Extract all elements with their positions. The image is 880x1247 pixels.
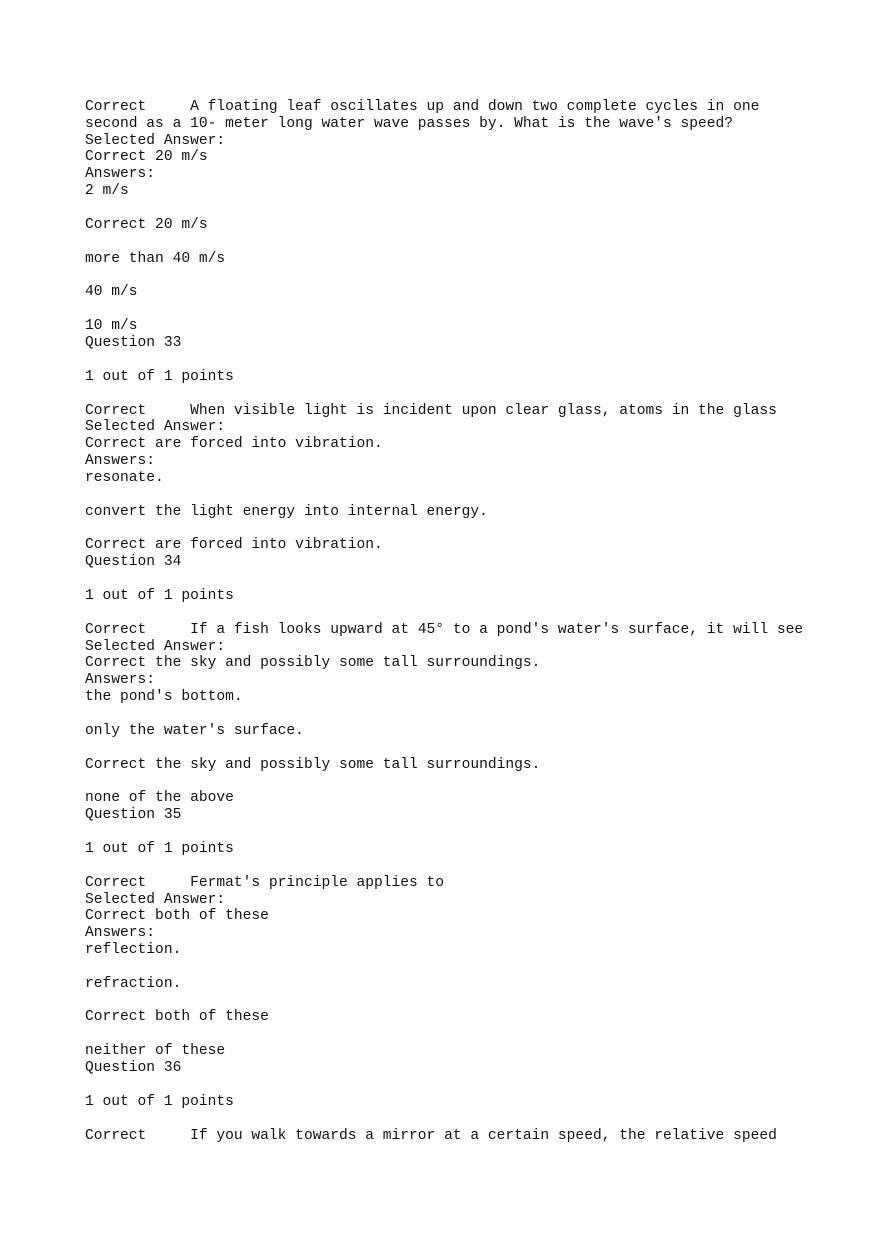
answer-option: none of the above	[85, 790, 234, 807]
selected-answer-label: Selected Answer:	[85, 891, 226, 908]
correct-answer: Correct the sky and possibly some tall surroundings.	[85, 756, 541, 773]
answer-option: only the water's surface.	[85, 722, 304, 739]
blank-line	[85, 740, 805, 757]
blank-line	[85, 352, 805, 369]
blank-line	[85, 1077, 805, 1094]
answer-option: reflection.	[85, 941, 182, 958]
selected-answer-label: Selected Answer:	[85, 419, 226, 436]
answer-option: convert the light energy into internal energy.	[85, 503, 488, 520]
answers-label: Answers:	[85, 166, 156, 183]
answer-option: 40 m/s	[85, 284, 138, 301]
blank-line	[85, 571, 805, 588]
blank-line	[85, 959, 805, 976]
blank-line	[85, 520, 805, 537]
selected-answer-label: Selected Answer:	[85, 132, 226, 149]
answer-option: neither of these	[85, 1043, 226, 1060]
blank-line	[85, 386, 805, 403]
answer-option: resonate.	[85, 469, 164, 486]
answer-option: the pond's bottom.	[85, 688, 243, 705]
question-number: Question 36	[85, 1060, 182, 1077]
answer-option: 10 m/s	[85, 318, 138, 335]
question-prompt: Correct If you walk towards a mirror at a certain speed, the relative speed	[85, 1127, 777, 1144]
correct-answer: Correct both of these	[85, 908, 269, 925]
question-prompt: Correct A floating leaf oscillates up and down two complete cycles in one second as a 10- meter long water wave passes by. What is the wave's speed?	[85, 99, 769, 132]
selected-answer-label: Selected Answer:	[85, 638, 226, 655]
blank-line	[85, 200, 805, 217]
blank-line	[85, 992, 805, 1009]
answers-label: Answers:	[85, 672, 156, 689]
points-score: 1 out of 1 points	[85, 368, 234, 385]
blank-line	[85, 824, 805, 841]
points-score: 1 out of 1 points	[85, 840, 234, 857]
correct-answer: Correct the sky and possibly some tall surroundings.	[85, 655, 541, 672]
blank-line	[85, 773, 805, 790]
answers-label: Answers:	[85, 925, 156, 942]
quiz-results-document	[85, 99, 805, 1144]
points-score: 1 out of 1 points	[85, 587, 234, 604]
blank-line	[85, 301, 805, 318]
blank-line	[85, 858, 805, 875]
points-score: 1 out of 1 points	[85, 1093, 234, 1110]
correct-answer: Correct are forced into vibration.	[85, 436, 383, 453]
blank-line	[85, 1111, 805, 1128]
blank-line	[85, 267, 805, 284]
answer-option: more than 40 m/s	[85, 250, 226, 267]
answer-option: refraction.	[85, 975, 182, 992]
correct-answer: Correct 20 m/s	[85, 149, 208, 166]
correct-answer: Correct are forced into vibration.	[85, 537, 383, 554]
blank-line	[85, 1026, 805, 1043]
blank-line	[85, 605, 805, 622]
question-number: Question 33	[85, 334, 182, 351]
blank-line	[85, 706, 805, 723]
question-prompt: Correct If a fish looks upward at 45° to a pond's water's surface, it will see	[85, 621, 804, 638]
correct-answer: Correct both of these	[85, 1009, 269, 1026]
answers-label: Answers:	[85, 452, 156, 469]
question-number: Question 35	[85, 807, 182, 824]
question-prompt: Correct When visible light is incident upon clear glass, atoms in the glass	[85, 402, 777, 419]
blank-line	[85, 234, 805, 251]
question-prompt: Correct Fermat's principle applies to	[85, 874, 445, 891]
question-number: Question 34	[85, 554, 182, 571]
answer-option: 2 m/s	[85, 182, 129, 199]
correct-answer: Correct 20 m/s	[85, 216, 208, 233]
blank-line	[85, 487, 805, 504]
